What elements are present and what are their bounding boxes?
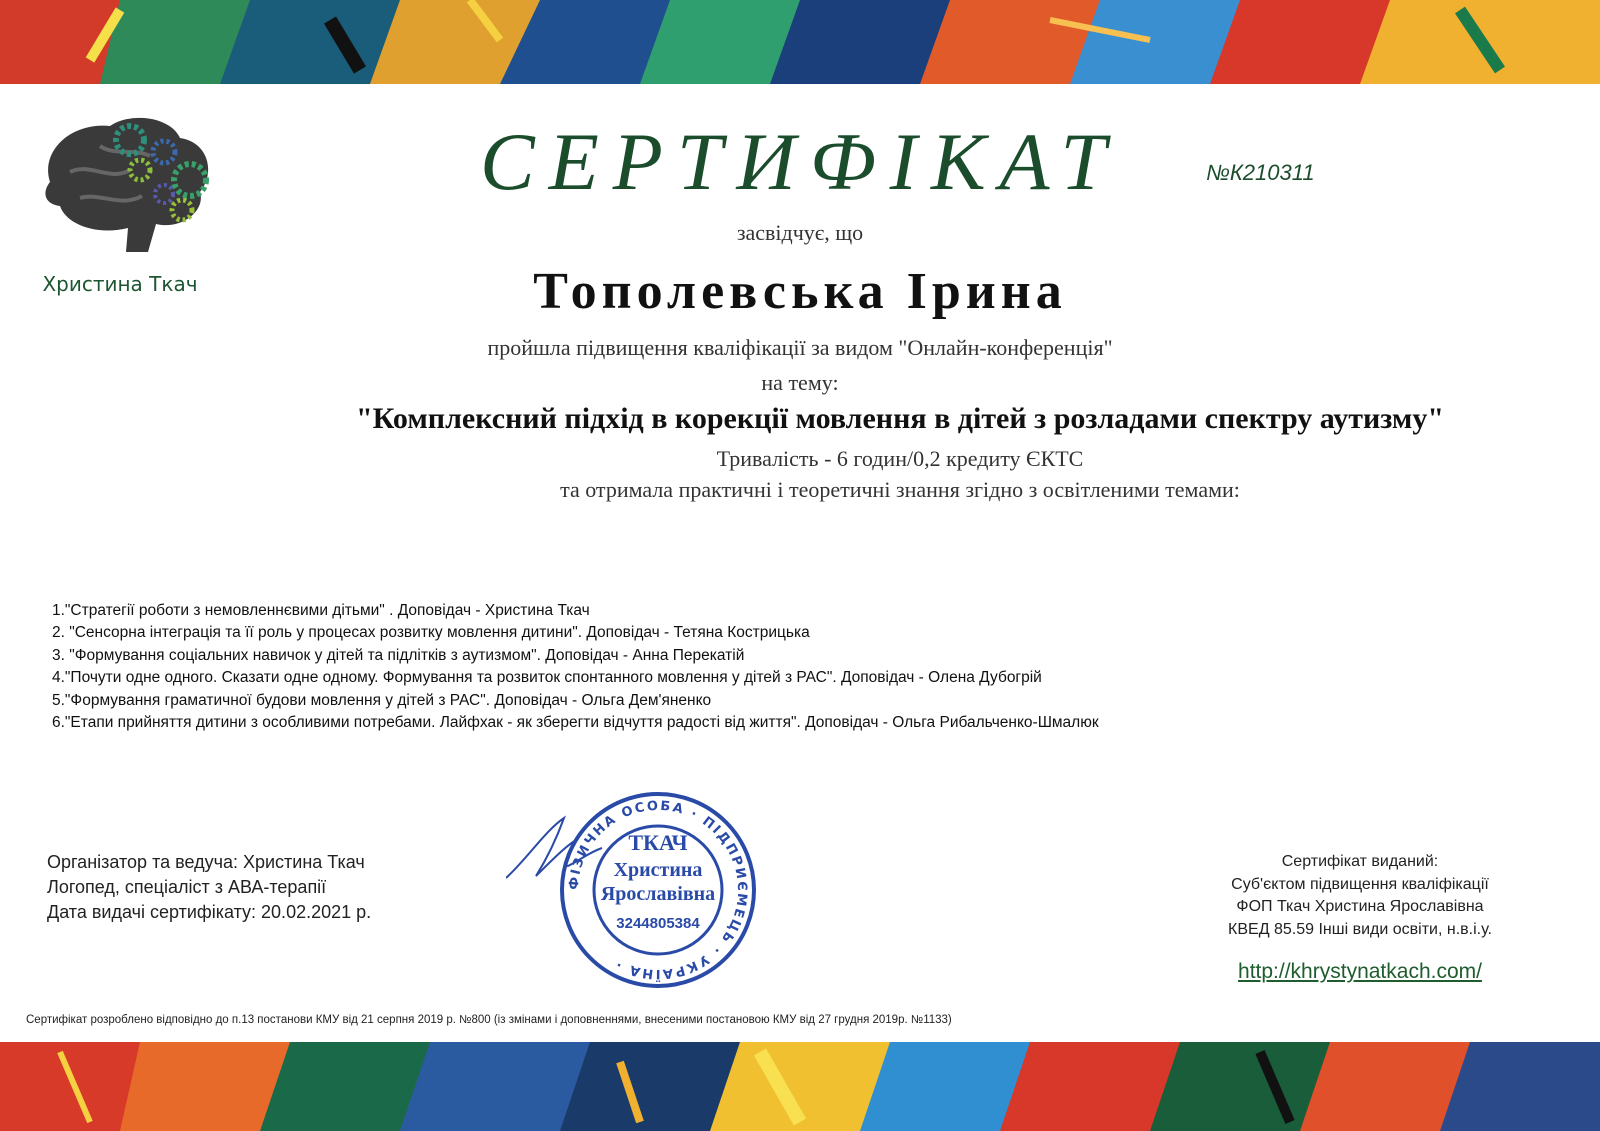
issuer-name: ФОП Ткач Христина Ярославівна [1236, 898, 1484, 915]
list-item: 3. "Формування соціальних навичок у дітей та підлітків з аутизмом". Доповідач - Анна Перекатій [52, 646, 745, 664]
issuer-kved: КВЕД 85.59 Інші види освіти, н.в.і.у. [1228, 920, 1492, 938]
issue-date: Дата видачі сертифікату: 20.02.2021 р. [47, 902, 372, 922]
organizer-role: Логопед, спеціаліст з АВА-терапії [47, 877, 327, 897]
topic-label: на тему: [761, 370, 839, 395]
qualification-text: пройшла підвищення кваліфікації за видом "Онлайн-конференція" [487, 335, 1113, 360]
list-item: 2. "Сенсорна інтеграція та її роль у процесах розвитку мовлення дитини". Доповідач - Тетяна Кострицька [52, 624, 810, 642]
certificate-title-row [0, 115, 1600, 209]
recipient-name: Тополевська Ірина [533, 263, 1067, 320]
bottom-decorative-band [0, 1042, 1600, 1131]
official-stamp [506, 790, 778, 990]
stamp-code: 3244805384 [616, 915, 700, 932]
certificate-number: №К210311 [1206, 160, 1315, 185]
certifies-text: засвідчує, що [736, 220, 864, 245]
organizer-info [47, 850, 371, 925]
list-item: 1."Стратегії роботи з немовленнєвими дітьми" . Доповідач - Христина Ткач [52, 602, 590, 619]
website-link[interactable]: http://khrystynatkach.com/ [1238, 960, 1482, 983]
stamp-ring-text: ФІЗИЧНА ОСОБА · ПІДПРИЄМЕЦЬ · УКРАЇНА · [566, 798, 750, 982]
issuer-subject: Суб'єктом підвищення кваліфікації [1231, 875, 1489, 893]
top-decorative-band [0, 0, 1600, 84]
stamp-surname: ТКАЧ [628, 830, 688, 855]
list-item: 4."Почути одне одного. Сказати одне одному. Формування та розвиток спонтанного мовлення у дітей з РАС". Доповідач - Олена Дубогрій [52, 669, 1042, 687]
course-topic: "Комплексний підхід в корекції мовлення в дітей з розладами спектру аутизму" [356, 402, 1444, 435]
knowledge-text: та отримала практичні і теоретичні знання згідно з освітленими темами: [560, 477, 1240, 502]
issuer-label: Сертифікат виданий: [1281, 853, 1439, 870]
list-item: 5."Формування граматичної будови мовлення у дітей з РАС". Доповідач - Ольга Дем'яненко [52, 691, 712, 709]
stamp-first-name: Христина [613, 859, 703, 881]
topics-list [52, 600, 1099, 734]
organizer-line: Організатор та ведуча: Христина Ткач [47, 852, 365, 872]
stamp-patronymic: Ярославівна [600, 883, 716, 905]
course-duration: Тривалість - 6 годин/0,2 кредиту ЄКТС [716, 446, 1084, 471]
legal-footnote: Сертифікат розроблено відповідно до п.13 постанови КМУ від 21 серпня 2019 р. №800 (із змінами і доповненнями, внесеними постановою КМУ від 27 грудня 2019р. №1133) [26, 1014, 952, 1026]
logo-caption: Христина Ткач [42, 272, 198, 296]
certificate-title: СЕРТИФІКАТ [480, 116, 1120, 207]
list-item: 6."Етапи прийняття дитини з особливими потребами. Лайфхак - як зберегти відчуття радості від життя". Доповідач - Ольга Рибальченко-Шмалюк [52, 714, 1099, 732]
issuer-info [1200, 851, 1520, 941]
